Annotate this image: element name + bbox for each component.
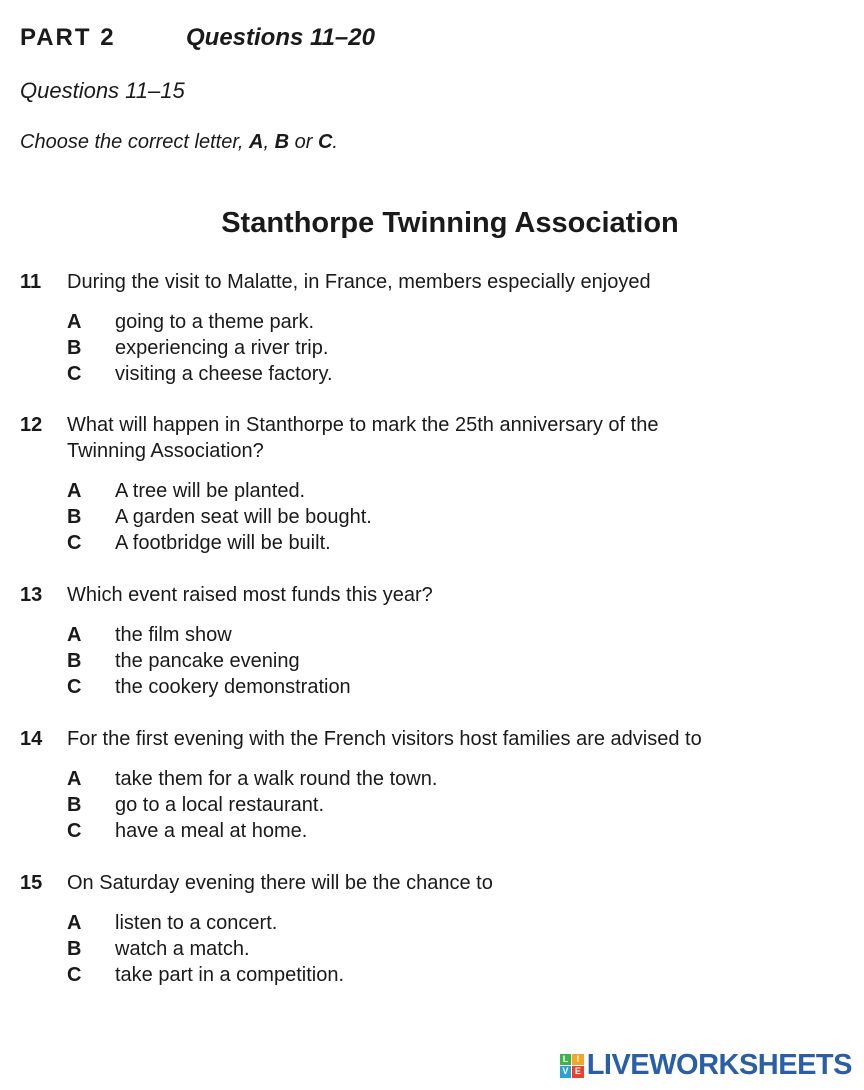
option-text: the cookery demonstration xyxy=(115,676,351,698)
option-text: take part in a competition. xyxy=(115,964,345,986)
option-text: A garden seat will be bought. xyxy=(115,506,372,528)
option-b[interactable] xyxy=(67,504,820,530)
question-number: 15 xyxy=(20,872,43,894)
option-c[interactable] xyxy=(67,674,820,700)
option-a[interactable] xyxy=(67,622,820,648)
logo-tile-v: V xyxy=(560,1066,572,1078)
question-row xyxy=(20,269,820,295)
question-11 xyxy=(20,269,820,387)
option-letter: B xyxy=(67,938,82,960)
question-text: Which event raised most funds this year? xyxy=(67,584,433,606)
option-text: visiting a cheese factory. xyxy=(115,363,333,385)
question-row xyxy=(20,870,820,896)
option-letter: A xyxy=(67,311,82,333)
option-text: A footbridge will be built. xyxy=(115,532,331,554)
option-c[interactable] xyxy=(67,530,820,556)
part-label: PART 2 xyxy=(20,24,116,51)
option-text: watch a match. xyxy=(115,938,250,960)
instruction-sep: , xyxy=(263,131,275,153)
option-letter: B xyxy=(67,650,82,672)
question-13 xyxy=(20,582,820,700)
option-list xyxy=(67,622,820,700)
option-letter: A xyxy=(67,624,82,646)
question-text: On Saturday evening there will be the chance to xyxy=(67,872,493,894)
instruction-letter-a: A xyxy=(249,131,264,153)
question-12 xyxy=(20,412,820,556)
logo-tile-i: I xyxy=(572,1054,584,1066)
option-text: going to a theme park. xyxy=(115,311,315,333)
option-c[interactable] xyxy=(67,818,820,844)
option-letter: C xyxy=(67,820,82,842)
liveworksheets-logo-icon xyxy=(560,1054,584,1078)
question-15 xyxy=(20,870,820,988)
question-text: During the visit to Malatte, in France, members especially enjoyed xyxy=(67,271,651,293)
logo-tile-l: L xyxy=(560,1054,572,1066)
question-text: What will happen in Stanthorpe to mark the 25th anniversary of the Twinning Association? xyxy=(67,414,659,462)
option-b[interactable] xyxy=(67,335,820,361)
question-number: 13 xyxy=(20,584,43,606)
option-c[interactable] xyxy=(67,962,820,988)
option-list xyxy=(67,309,820,387)
option-list xyxy=(67,766,820,844)
instruction-or: or xyxy=(289,131,318,153)
option-letter: A xyxy=(67,480,82,502)
questions-subheading: Questions 11–15 xyxy=(20,78,185,103)
option-letter: A xyxy=(67,912,82,934)
question-number: 11 xyxy=(20,271,42,293)
option-a[interactable] xyxy=(67,910,820,936)
question-text: For the first evening with the French visitors host families are advised to xyxy=(67,728,702,750)
option-text: take them for a walk round the town. xyxy=(115,768,438,790)
option-text: A tree will be planted. xyxy=(115,480,306,502)
instruction-text xyxy=(20,131,338,154)
option-letter: C xyxy=(67,363,82,385)
option-list xyxy=(67,478,820,556)
instruction-prefix: Choose the correct letter, xyxy=(20,131,250,153)
option-c[interactable] xyxy=(67,361,820,387)
option-letter: B xyxy=(67,337,82,359)
logo-tile-e: E xyxy=(572,1066,584,1078)
liveworksheets-logo xyxy=(560,1049,852,1082)
option-letter: C xyxy=(67,532,82,554)
option-text: the pancake evening xyxy=(115,650,300,672)
question-number: 14 xyxy=(20,728,43,750)
option-text: experiencing a river trip. xyxy=(115,337,329,359)
question-number: 12 xyxy=(20,414,43,436)
option-text: have a meal at home. xyxy=(115,820,308,842)
option-b[interactable] xyxy=(67,648,820,674)
option-letter: A xyxy=(67,768,82,790)
option-letter: C xyxy=(67,676,82,698)
question-14 xyxy=(20,726,820,844)
questions-range: Questions 11–20 xyxy=(186,24,375,51)
question-row xyxy=(20,412,820,464)
option-b[interactable] xyxy=(67,792,820,818)
option-list xyxy=(67,910,820,988)
part-header xyxy=(20,24,375,54)
instruction-suffix: . xyxy=(332,131,338,153)
option-text: the film show xyxy=(115,624,232,646)
logo-text: LIVEWORKSHEETS xyxy=(586,1049,852,1081)
option-letter: C xyxy=(67,964,82,986)
option-a[interactable] xyxy=(67,309,820,335)
question-row xyxy=(20,726,820,752)
instruction-letter-b: B xyxy=(274,131,290,153)
option-a[interactable] xyxy=(67,478,820,504)
option-b[interactable] xyxy=(67,936,820,962)
option-a[interactable] xyxy=(67,766,820,792)
option-letter: B xyxy=(67,506,82,528)
option-letter: B xyxy=(67,794,82,816)
instruction-letter-c: C xyxy=(317,131,333,153)
option-text: listen to a concert. xyxy=(115,912,278,934)
question-row xyxy=(20,582,820,608)
document-title: Stanthorpe Twinning Association xyxy=(221,207,679,239)
option-text: go to a local restaurant. xyxy=(115,794,325,816)
